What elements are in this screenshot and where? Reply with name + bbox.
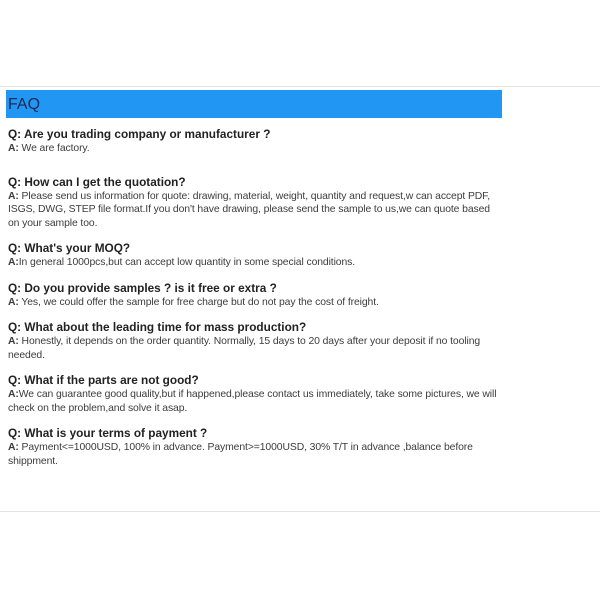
- faq-question: Q: What is your terms of payment ?: [8, 426, 208, 440]
- faq-item: [8, 281, 502, 310]
- answer-text: Honestly, it depends on the order quantity. Normally, 15 days to 20 days after your deposit if no tooling needed.: [8, 336, 481, 361]
- faq-question: Q: What if the parts are not good?: [8, 373, 199, 387]
- faq-answer: [8, 335, 502, 362]
- answer-text: Payment<=1000USD, 100% in advance. Payment>=1000USD, 30% T/T in advance ,balance before shippment.: [8, 442, 473, 467]
- answer-label: A:: [8, 296, 19, 308]
- faq-answer: [8, 388, 502, 415]
- faq-question: Q: Do you provide samples ? is it free or extra ?: [8, 280, 277, 295]
- faq-item: [8, 373, 502, 415]
- top-divider: [0, 86, 600, 87]
- faq-answer: [8, 142, 502, 156]
- faq-answer: [8, 296, 502, 310]
- bottom-divider: [0, 511, 600, 512]
- answer-label: A:: [8, 336, 19, 347]
- faq-section: [6, 90, 502, 468]
- answer-text: Yes, we could offer the sample for free charge but do not pay the cost of freight.: [18, 296, 379, 308]
- faq-answer: [8, 441, 502, 468]
- faq-item: [8, 175, 502, 231]
- answer-text: In general 1000pcs,but can accept low quantity in some special conditions.: [18, 257, 356, 268]
- faq-item: [8, 127, 502, 156]
- answer-text: Please send us information for quote: drawing, material, weight, quantity and request,w can accept PDF, ISGS, DWG, STEP file format.If you don't have drawing, please send the sample to us,we can quote based on your sample too.: [8, 190, 491, 229]
- faq-question: Q: Are you trading company or manufacturer ?: [8, 127, 271, 141]
- faq-item: [8, 320, 502, 362]
- faq-item: [8, 241, 502, 270]
- answer-text: We are factory.: [18, 143, 90, 154]
- faq-question: Q: What's your MOQ?: [8, 241, 131, 255]
- faq-title: FAQ: [6, 90, 502, 118]
- faq-item: [8, 426, 502, 468]
- answer-label: A:: [8, 389, 19, 400]
- faq-answer: [8, 256, 502, 270]
- answer-label: A:: [8, 143, 19, 154]
- answer-label: A:: [8, 442, 19, 453]
- answer-text: We can guarantee good quality,but if happened,please contact us immediately, take some pictures, we will check on the problem,and solve it asap.: [8, 389, 497, 414]
- faq-question: Q: What about the leading time for mass production?: [8, 320, 307, 334]
- answer-label: A:: [8, 190, 19, 202]
- answer-label: A:: [8, 257, 19, 268]
- faq-answer: [8, 190, 502, 231]
- faq-question: Q: How can I get the quotation?: [8, 174, 186, 189]
